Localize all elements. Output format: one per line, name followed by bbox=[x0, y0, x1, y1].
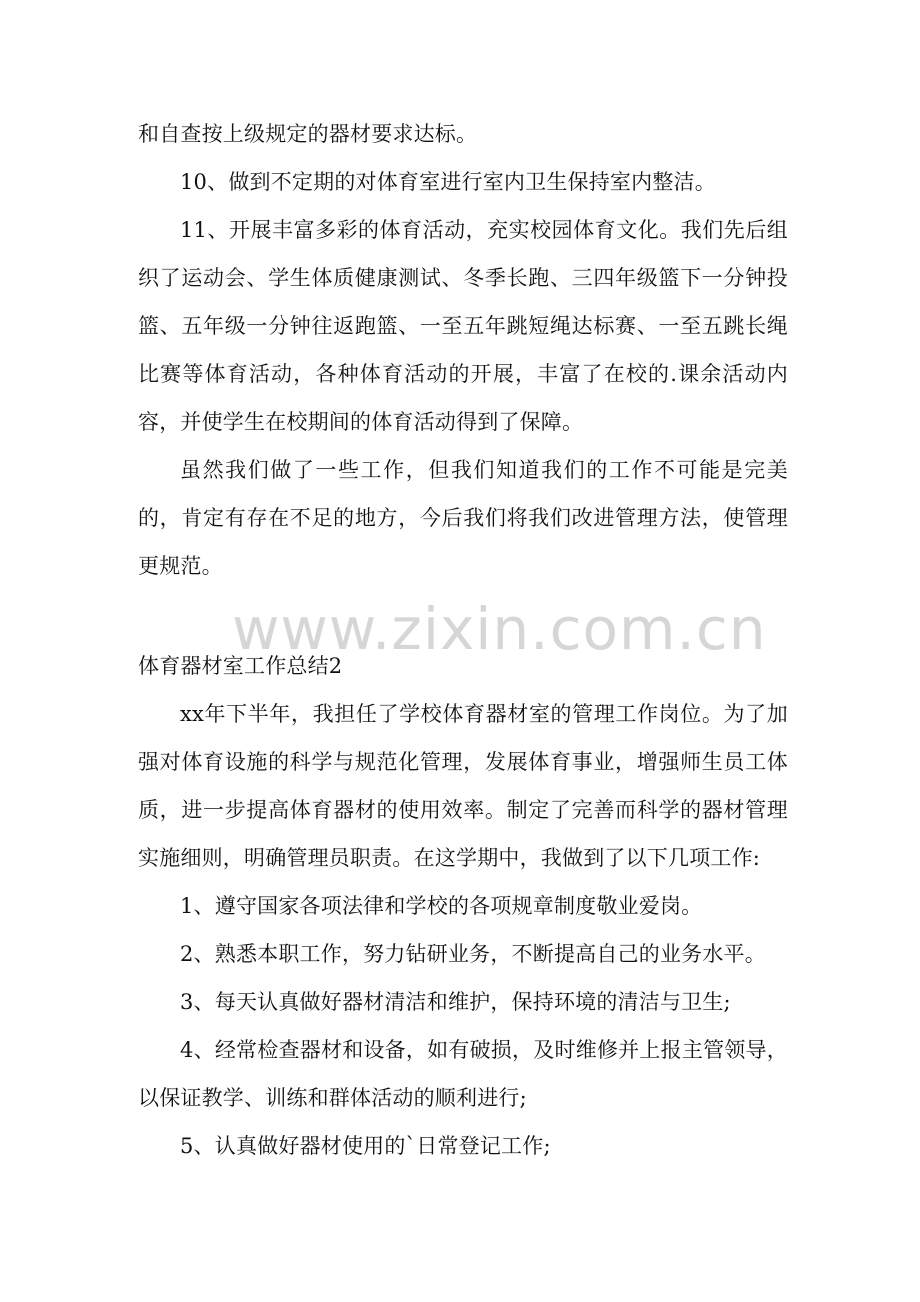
paragraph-continuation: 和自查按上级规定的器材要求达标。 bbox=[138, 122, 478, 146]
section-title: 体育器材室工作总结2 bbox=[138, 654, 343, 678]
section-2-body bbox=[138, 642, 788, 1170]
section-1-body bbox=[138, 110, 788, 590]
paragraph-conclusion: 虽然我们做了一些工作，但我们知道我们的工作不可能是完美的，肯定有存在不足的地方，今后我们将我们改进管理方法，使管理更规范。 bbox=[138, 458, 788, 578]
list-item-5: 5、认真做好器材使用的`日常登记工作; bbox=[180, 1134, 551, 1158]
list-item-4: 4、经常检查器材和设备，如有破损，及时维修并上报主管领导，以保证教学、训练和群体活动的顺利进行; bbox=[138, 1038, 788, 1110]
paragraph-item-10: 10、做到不定期的对体育室进行室内卫生保持室内整洁。 bbox=[180, 170, 716, 194]
paragraph-intro: xx年下半年，我担任了学校体育器材室的管理工作岗位。为了加强对体育设施的科学与规范化管理，发展体育事业，增强师生员工体质，进一步提高体育器材的使用效率。制定了完善而科学的器材管理实施细则，明确管理员职责。在这学期中，我做到了以下几项工作: bbox=[138, 702, 788, 870]
paragraph-item-11: 11、开展丰富多彩的体育活动，充实校园体育文化。我们先后组织了运动会、学生体质健康测试、冬季长跑、三四年级篮下一分钟投篮、五年级一分钟往返跑篮、一至五年跳短绳达标赛、一至五跳长绳比赛等体育活动，各种体育活动的开展，丰富了在校的.课余活动内容，并使学生在校期间的体育活动得到了保障。 bbox=[138, 218, 788, 434]
list-item-3: 3、每天认真做好器材清洁和维护，保持环境的清洁与卫生; bbox=[180, 990, 731, 1014]
list-item-1: 1、遵守国家各项法律和学校的各项规章制度敬业爱岗。 bbox=[180, 894, 703, 918]
watermark: www.zixin.com.cn bbox=[232, 595, 767, 663]
list-item-2: 2、熟悉本职工作，努力钻研业务，不断提高自己的业务水平。 bbox=[180, 942, 766, 966]
